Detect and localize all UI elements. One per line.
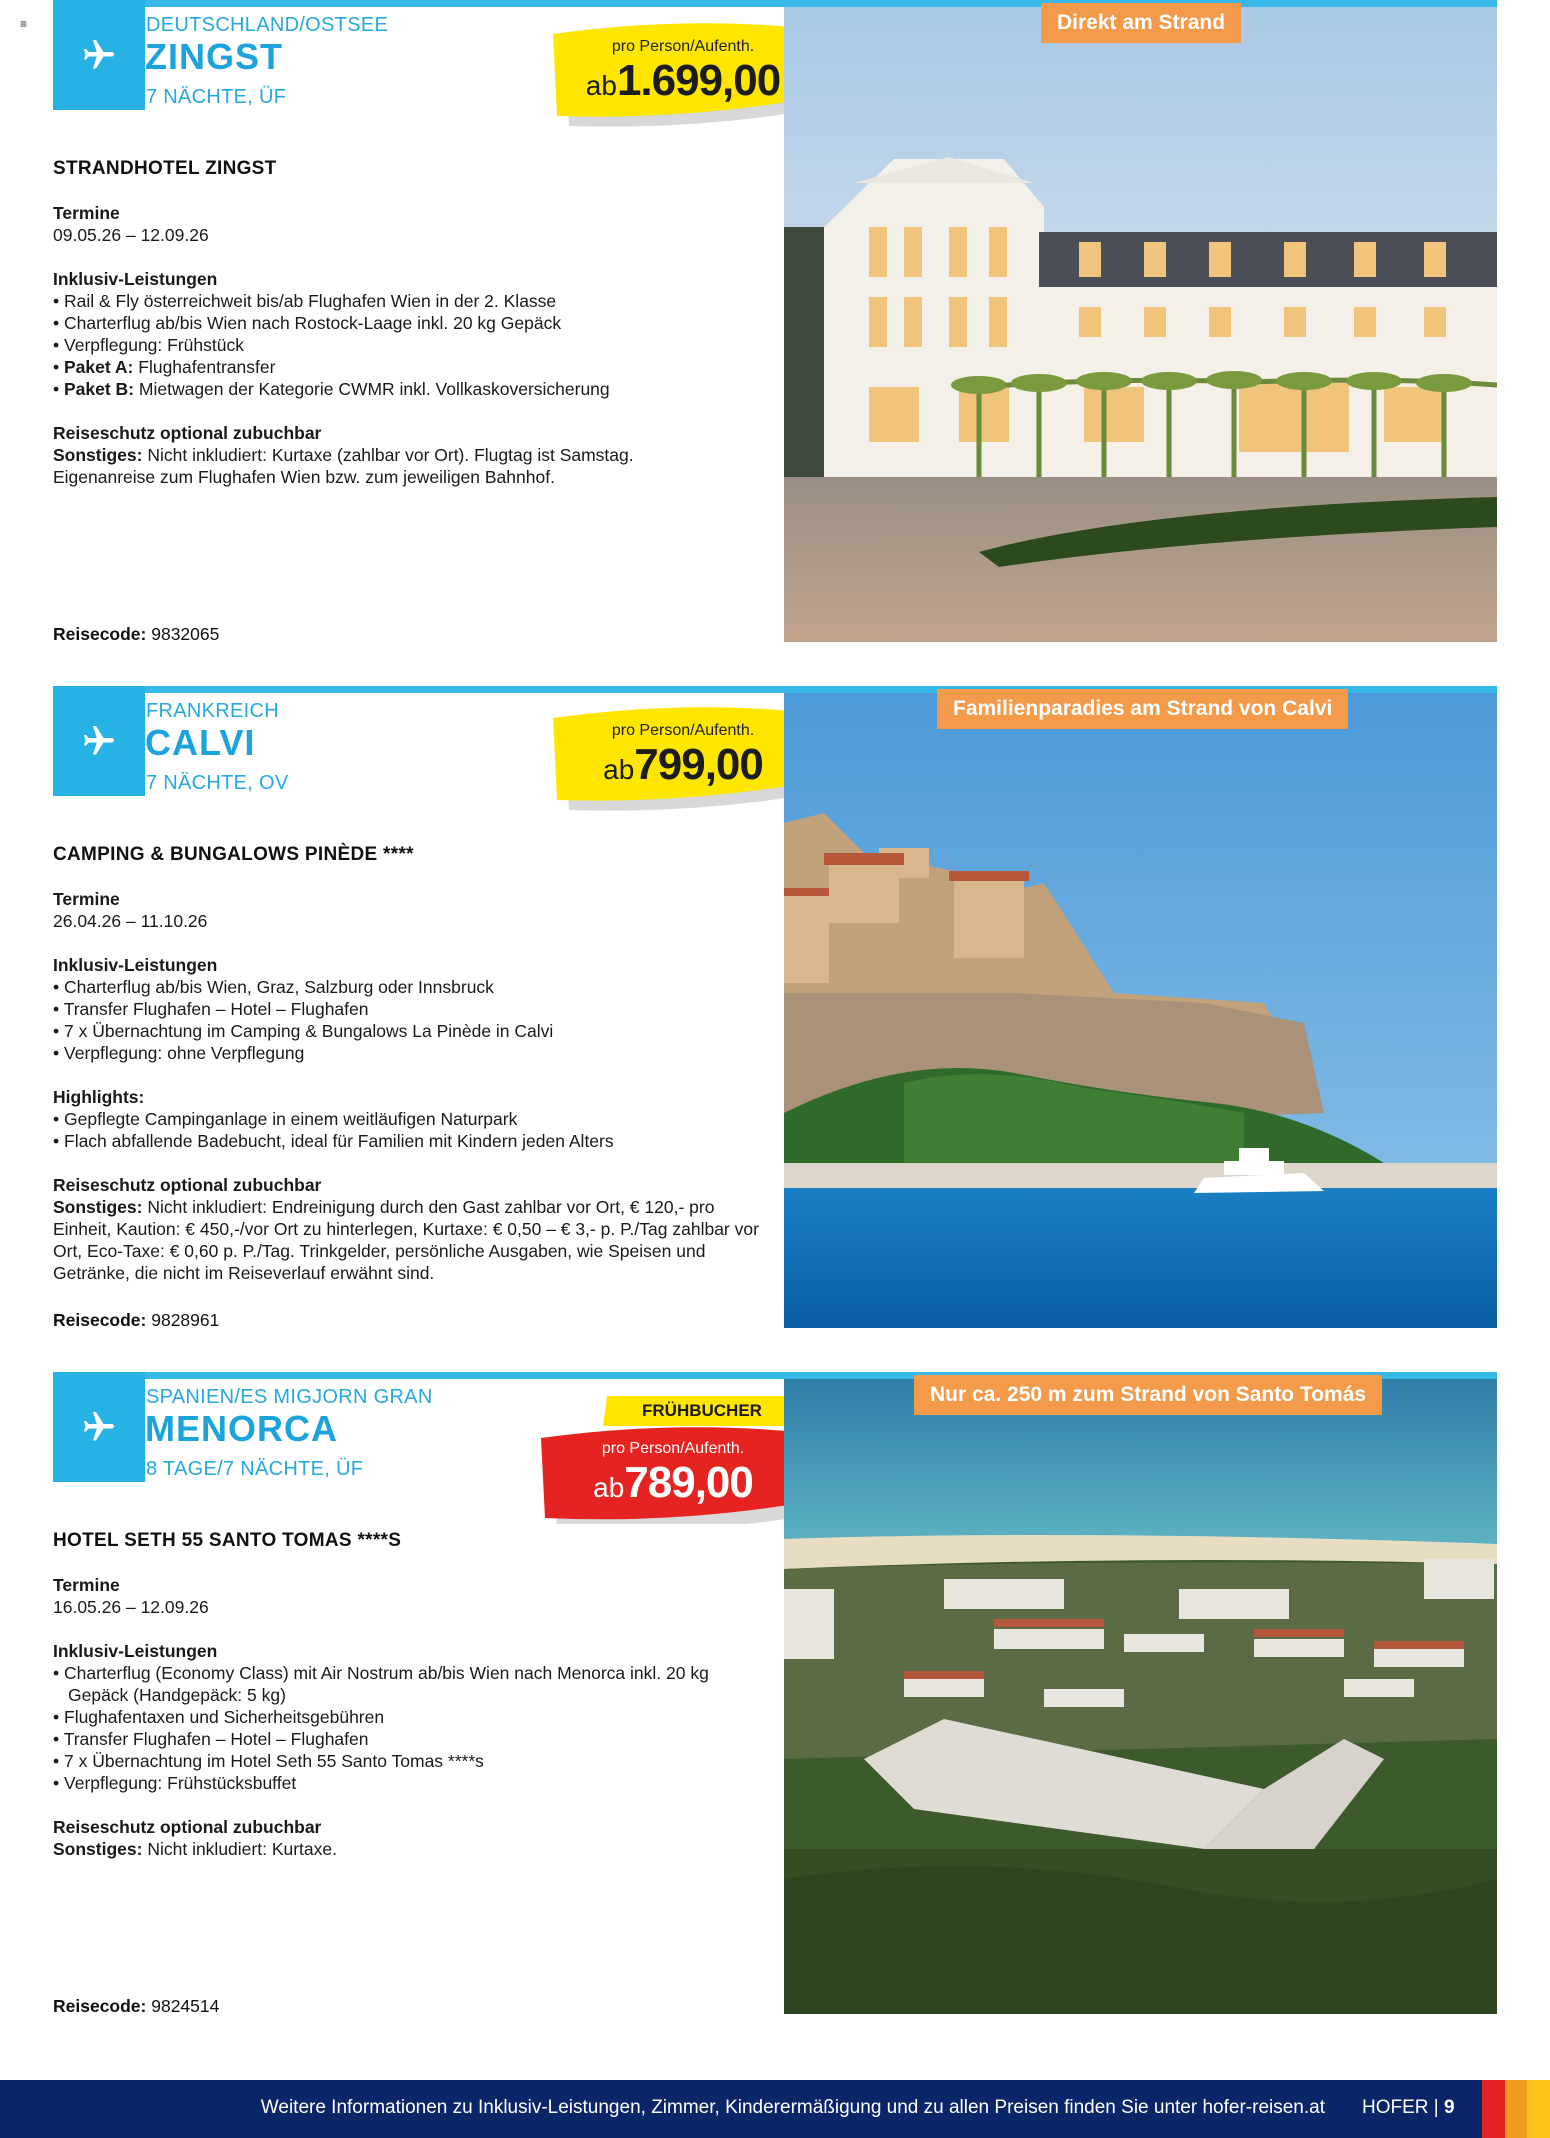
flight-badge [53,1372,145,1482]
footer-brand [1362,2097,1455,2119]
price-badge [523,1396,823,1524]
airplane-icon [81,37,117,73]
brand-separator: | [1428,2097,1444,2118]
reisecode: Reisecode: 9824514 [53,1996,220,2016]
offer-top-bar [53,0,1497,7]
hotel-photo [784,7,1497,642]
termine-heading: Termine [53,203,120,223]
inklusiv-item: • Verpflegung: Frühstück [53,335,244,355]
termine-heading: Termine [53,889,120,909]
airplane-icon [81,1409,117,1445]
offer-destination: ZINGST [145,36,283,77]
inklusiv-item: • Charterflug ab/bis Wien, Graz, Salzburg oder Innsbruck [53,977,494,997]
inklusiv-item: • Flughafentaxen und Sicherheitsgebühren [53,1707,385,1727]
hotel-name: CAMPING & BUNGALOWS PINÈDE **** [53,844,414,865]
offer-zingst [53,0,1497,650]
offer-details [53,202,773,488]
offer-region: SPANIEN/ES MIGJORN GRAN [146,1386,433,1408]
highlight-item: • Gepflegte Campinganlage in einem weitläufigen Naturpark [53,1109,518,1129]
termine-heading: Termine [53,1575,120,1595]
sonstiges-text: Sonstiges: Nicht inkludiert: Endreinigung durch den Gast zahlbar vor Ort, € 120,- pro Einheit, Kaution: € 450,-/vor Ort zu hinterlegen, Kurtaxe: € 0,50 – € 3,- p. P./Tag zahlbar vor Ort, Eco-Taxe: € 0,60 p. P./Tag. Trinkgelder, persönliche Ausgaben, wie Speisen und Getränke, die nicht im Reiseverlauf erwähnt sind. [53,1197,759,1283]
offer-details [53,1574,773,1860]
offer-duration: 7 NÄCHTE, ÜF [146,86,287,108]
photo-tag: Nur ca. 250 m zum Strand von Santo Tomás [914,1375,1382,1415]
price-per-person: pro Person/Aufenth. [601,1440,745,1457]
page-number: 9 [1444,2097,1455,2118]
sonstiges-text: Sonstiges: Nicht inkludiert: Kurtaxe (zahlbar vor Ort). Flugtag ist Samstag. Eigenanreise zum Flughafen Wien bzw. zum jeweiligen Bahnhof. [53,445,634,487]
offer-destination: CALVI [145,722,256,763]
brand-name: HOFER [1362,2097,1429,2118]
price-value: 789,00 [624,1458,753,1507]
stripe-orange [1505,2080,1528,2138]
inklusiv-item: • Rail & Fly österreichweit bis/ab Flughafen Wien in der 2. Klasse [53,291,557,311]
destination-photo [784,693,1497,1328]
highlight-item: • Flach abfallende Badebucht, ideal für Familien mit Kindern jeden Alters [53,1131,614,1151]
flight-badge [53,0,145,110]
inklusiv-item: • 7 x Übernachtung im Camping & Bungalows La Pinède in Calvi [53,1021,554,1041]
highlights-heading: Highlights: [53,1087,145,1107]
price-amount [523,1458,823,1508]
inklusiv-item: • Verpflegung: ohne Verpflegung [53,1043,305,1063]
stripe-red [1482,2080,1505,2138]
reiseschutz-note: Reiseschutz optional zubuchbar [53,423,322,443]
reisecode: Reisecode: 9828961 [53,1310,220,1330]
hotel-name: HOTEL SETH 55 SANTO TOMAS ****S [53,1530,402,1551]
inklusiv-item: • Paket B: Mietwagen der Kategorie CWMR inkl. Vollkaskoversicherung [53,379,610,399]
price-amount [543,56,823,106]
price-per-person: pro Person/Aufenth. [611,38,755,55]
termine-dates: 26.04.26 – 11.10.26 [53,911,208,931]
inklusiv-heading: Inklusiv-Leistungen [53,1641,218,1661]
inklusiv-heading: Inklusiv-Leistungen [53,955,218,975]
offer-details [53,888,773,1284]
sonstiges-text: Sonstiges: Nicht inkludiert: Kurtaxe. [53,1839,337,1859]
aerial-photo [784,1379,1497,2014]
photo-tag: Familienparadies am Strand von Calvi [937,689,1348,729]
inklusiv-item: • Transfer Flughafen – Hotel – Flughafen [53,999,369,1019]
stripe-yellow [1527,2080,1550,2138]
footer-info-text: Weitere Informationen zu Inklusiv-Leistungen, Zimmer, Kinderermäßigung und zu allen Preisen finden Sie unter hofer-reisen.at [260,2097,1325,2118]
offer-region: FRANKREICH [146,700,280,722]
inklusiv-item: • Transfer Flughafen – Hotel – Flughafen [53,1729,369,1749]
hotel-name: STRANDHOTEL ZINGST [53,158,277,179]
inklusiv-item: • Paket A: Flughafentransfer [53,357,276,377]
price-ab: ab [593,1472,625,1503]
price-badge [543,706,823,818]
offer-duration: 7 NÄCHTE, OV [146,772,289,794]
price-ab: ab [585,70,617,101]
offer-destination: MENORCA [145,1408,338,1449]
page-footer [0,2080,1550,2138]
airplane-icon [81,723,117,759]
offer-duration: 8 TAGE/7 NÄCHTE, ÜF [146,1458,364,1480]
reiseschutz-note: Reiseschutz optional zubuchbar [53,1817,322,1837]
termine-dates: 16.05.26 – 12.09.26 [53,1597,209,1617]
price-value: 799,00 [634,740,763,789]
price-ab: ab [603,754,635,785]
inklusiv-heading: Inklusiv-Leistungen [53,269,218,289]
offer-calvi [53,686,1497,1336]
flight-badge [53,686,145,796]
inklusiv-item: • 7 x Übernachtung im Hotel Seth 55 Santo Tomas ****s [53,1751,484,1771]
price-per-person: pro Person/Aufenth. [611,722,755,739]
inklusiv-item: • Charterflug (Economy Class) mit Air Nostrum ab/bis Wien nach Menorca inkl. 20 kg Gepäck (Handgepäck: 5 kg) [53,1663,709,1705]
reisecode: Reisecode: 9832065 [53,624,220,644]
price-value: 1.699,00 [616,56,781,105]
offer-menorca [53,1372,1497,2022]
termine-dates: 09.05.26 – 12.09.26 [53,225,209,245]
price-amount [543,740,823,790]
offer-region: DEUTSCHLAND/OSTSEE [146,14,389,36]
brand-color-stripes [1482,2080,1550,2138]
inklusiv-item: • Verpflegung: Frühstücksbuffet [53,1773,297,1793]
menu-icon[interactable]: ≡ [20,17,28,31]
reiseschutz-note: Reiseschutz optional zubuchbar [53,1175,322,1195]
photo-tag: Direkt am Strand [1041,3,1241,43]
price-badge [543,22,823,134]
fruehbucher-label: FRÜHBUCHER [642,1401,762,1420]
inklusiv-item: • Charterflug ab/bis Wien nach Rostock-Laage inkl. 20 kg Gepäck [53,313,562,333]
